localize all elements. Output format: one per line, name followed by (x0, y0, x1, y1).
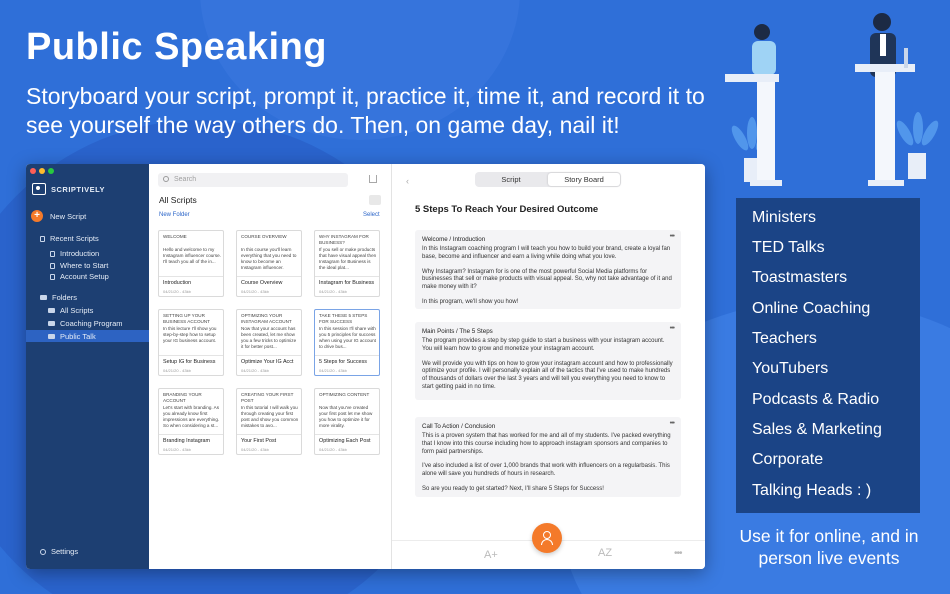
card-title: OPTIMIZING YOUR INSTAGRAM ACCOUNT (241, 313, 292, 324)
card-title: WELCOME (163, 234, 187, 239)
section-heading: Welcome / Introduction (422, 236, 486, 243)
card-body: Let's start with branding. As you already know first impressions are everything. So when considering a st... (163, 405, 220, 428)
scriptively-logo-icon (32, 183, 46, 195)
sidebar-item-label: Coaching Program (60, 319, 123, 328)
more-icon[interactable]: ••• (669, 325, 674, 332)
view-toggle-button[interactable] (369, 195, 381, 205)
audience-item: Teachers (752, 330, 817, 347)
card-body: Hello and welcome to my Instagram influencer course. I'll teach you all of the in... (163, 247, 221, 264)
section-heading: Main Points / The 5 Steps (422, 328, 493, 335)
new-folder-link[interactable]: New Folder (159, 212, 190, 218)
back-chevron-icon[interactable]: ‹ (406, 176, 409, 186)
card-date: 04/21/20 - 43kb (163, 368, 191, 373)
card-name: Optimizing Each Post (315, 434, 379, 444)
sort-button[interactable]: AZ (598, 547, 613, 559)
script-card[interactable] (236, 230, 302, 297)
plus-icon: + (31, 210, 43, 222)
sidebar-item-label: Introduction (60, 249, 100, 258)
card-body: If you sell or make products that have visual appeal then Instagram for Business is the ideal plat... (319, 247, 377, 270)
document-icon (50, 263, 55, 269)
audience-panel (736, 198, 920, 513)
tab-script[interactable]: Script (501, 175, 521, 184)
person-body-icon (541, 539, 553, 545)
audience-item: TED Talks (752, 239, 825, 256)
script-card[interactable] (314, 230, 380, 297)
person-icon (543, 531, 551, 539)
folder-icon (48, 321, 55, 326)
sidebar-item-all-scripts[interactable] (48, 306, 93, 315)
hero-title: Public Speaking (26, 26, 328, 68)
card-date: 04/21/20 - 43kb (319, 447, 347, 452)
card-body: In this lecture I'll show you step-by-step how to setup your IG business account. (163, 326, 217, 343)
hero-subtitle: Storyboard your script, prompt it, practice it, time it, and record it to see yourself the way others do. Then, on game day, nail it! (26, 83, 705, 138)
audience-item: Ministers (752, 209, 817, 226)
more-icon[interactable]: ••• (669, 420, 674, 427)
window-controls (30, 168, 54, 174)
brand-name: SCRIPTIVELY (51, 184, 105, 194)
card-name: Setup IG for Business (159, 355, 223, 365)
card-body: In this tutorial I will walk you through creating your first post and show you common mistakes to avo... (241, 405, 299, 428)
sidebar-item-where-to-start[interactable] (50, 261, 108, 270)
section-paragraph: In this Instagram coaching program I will teach you how to build your brand, create a loyal fan base, become and influencer and earn a living while doing what you love. (422, 246, 671, 260)
script-card[interactable] (314, 388, 380, 455)
story-section[interactable] (415, 230, 681, 309)
document-icon (50, 251, 55, 257)
tagline: Use it for online, and in person live events (739, 526, 919, 568)
recent-scripts-label: Recent Scripts (50, 234, 99, 243)
app-window (26, 164, 705, 569)
card-title: TAKE THESE 5 STEPS FOR SUCCESS (319, 313, 368, 324)
section-paragraph: This is a proven system that has worked for me and all of my students. I've packed everything that I know into this course including how to approach instagram sponsors and companies to form paid partnerships. (422, 433, 671, 455)
section-heading: Call To Action / Conclusion (422, 423, 496, 430)
view-segmented-control (475, 172, 621, 187)
card-date: 04/21/20 - 43kb (163, 447, 191, 452)
new-script-label: New Script (50, 211, 87, 221)
document-title: 5 Steps To Reach Your Desired Outcome (415, 204, 599, 215)
editor-pane (392, 164, 705, 569)
card-date: 04/21/20 - 43kb (163, 289, 191, 294)
present-button[interactable] (532, 523, 562, 553)
script-card[interactable] (158, 309, 224, 376)
brand (32, 183, 105, 195)
story-section[interactable] (415, 417, 681, 497)
zoom-window-button[interactable] (48, 168, 54, 174)
sidebar-item-label: Public Talk (60, 332, 96, 341)
card-date: 04/21/20 - 43kb (319, 368, 347, 373)
card-body: In this course you'll learn everything that you need to know to become an Instagram influencer. (241, 247, 297, 270)
card-name: Instagram for Business (315, 276, 379, 286)
card-body: In this session I'll share with you 5 principles for success when using your IG account to drive bus... (319, 326, 376, 349)
audience-item: Corporate (752, 451, 824, 468)
document-icon (40, 236, 45, 242)
more-icon[interactable]: ••• (669, 233, 674, 240)
script-card[interactable] (158, 388, 224, 455)
section-body (422, 433, 674, 501)
folders-label: Folders (52, 293, 78, 302)
search-placeholder: Search (174, 176, 197, 183)
section-paragraph: The program provides a step by step guide to start a business with your instagram account. You will learn how to grow and monetize your instagram account. (422, 338, 665, 352)
sidebar-item-label: Where to Start (60, 261, 109, 270)
card-name: 5 Steps for Success (315, 355, 379, 365)
sidebar-item-coaching-program[interactable] (48, 319, 123, 328)
font-size-button[interactable]: A+ (484, 549, 498, 561)
card-name: Course Overview (237, 276, 301, 286)
sidebar-item-label: All Scripts (60, 306, 94, 315)
audience-item: Online Coaching (752, 300, 871, 317)
card-date: 04/21/20 - 43kb (241, 289, 269, 294)
gear-icon (40, 549, 46, 555)
sidebar-section-recent[interactable] (40, 234, 99, 243)
sidebar-item-account-setup[interactable] (50, 272, 109, 281)
section-paragraph: Why Instagram? Instagram for is one of the most powerful Social Media platforms for businesses that sell or make products with visual appeal. So, why not take advantage of it and make money with it? (422, 268, 672, 291)
more-options-button[interactable]: ••• (674, 548, 682, 559)
card-name: Introduction (159, 276, 223, 286)
card-title: SETTING UP YOUR BUSINESS ACCOUNT (163, 313, 210, 324)
section-paragraph: I've also included a list of over 1,000 brands that work with influencers on a regularbasis. This alone will save you hundreds of hours in research. (422, 463, 670, 478)
card-title: CREATING YOUR FIRST POST (241, 392, 294, 403)
settings-button[interactable] (40, 547, 78, 556)
sidebar-item-label: Account Setup (60, 272, 109, 281)
audience-item: YouTubers (752, 360, 829, 377)
speakers-illustration (700, 8, 950, 193)
sidebar (26, 164, 149, 569)
folder-icon (48, 334, 55, 339)
card-title: BRANDING YOUR ACCOUNT (163, 392, 202, 403)
story-section[interactable] (415, 322, 681, 400)
sidebar-item-public-talk[interactable] (48, 332, 96, 341)
sidebar-section-folders[interactable] (40, 293, 77, 302)
document-icon (50, 274, 55, 280)
list-title: All Scripts (159, 195, 197, 205)
folder-icon (40, 295, 47, 300)
card-title: COURSE OVERVIEW (241, 234, 287, 239)
card-body: Now that your account has been created, let me show you a few tricks to optimize it for better post... (241, 326, 297, 349)
section-body (422, 338, 674, 399)
audience-item: Podcasts & Radio (752, 391, 880, 408)
search-input[interactable] (158, 173, 348, 187)
card-body: Now that you've created your first post let me show you how to optimize it for more virality. (319, 405, 373, 428)
card-title: OPTIMIZING CONTENT (319, 392, 370, 397)
card-name: Optimize Your IG Acct (237, 355, 301, 365)
card-date: 04/21/20 - 43kb (319, 289, 347, 294)
export-icon[interactable] (369, 175, 377, 183)
sidebar-item-introduction[interactable] (50, 249, 99, 258)
script-card-selected[interactable] (314, 309, 380, 376)
audience-item: Sales & Marketing (752, 421, 882, 438)
folder-icon (48, 308, 55, 313)
settings-label: Settings (51, 547, 79, 556)
close-window-button[interactable] (30, 168, 36, 174)
card-date: 04/21/20 - 43kb (241, 447, 269, 452)
section-body (422, 246, 674, 314)
audience-item: Toastmasters (752, 269, 848, 286)
card-name: Branding Instagram (159, 434, 223, 444)
script-card[interactable] (236, 388, 302, 455)
tab-story-board[interactable]: Story Board (548, 173, 620, 186)
minimize-window-button[interactable] (39, 168, 45, 174)
script-card[interactable] (236, 309, 302, 376)
script-list-pane (149, 164, 392, 569)
card-name: Your First Post (237, 434, 301, 444)
new-script-button[interactable] (31, 210, 86, 222)
section-paragraph: We will provide you with tips on how to grow your instagram account and how to professionally optimize your profile. I will personally explain all of the tactics that I've used to make hundreds of thousands of dollars over the last 3 years and will tell you everything you need to know to start getting paid in no time. (422, 360, 673, 390)
audience-item: Talking Heads : ) (752, 482, 872, 499)
search-icon (163, 176, 169, 182)
card-title: WHY INSTAGRAM FOR BUSINESS? (319, 234, 369, 245)
section-paragraph: In this program, we'll show you how! (422, 298, 519, 305)
select-link[interactable]: Select (363, 212, 380, 218)
section-paragraph: So are you ready to get started? Next, I'll share 5 Steps for Success! (422, 485, 604, 492)
card-date: 04/21/20 - 43kb (241, 368, 269, 373)
script-card[interactable] (158, 230, 224, 297)
